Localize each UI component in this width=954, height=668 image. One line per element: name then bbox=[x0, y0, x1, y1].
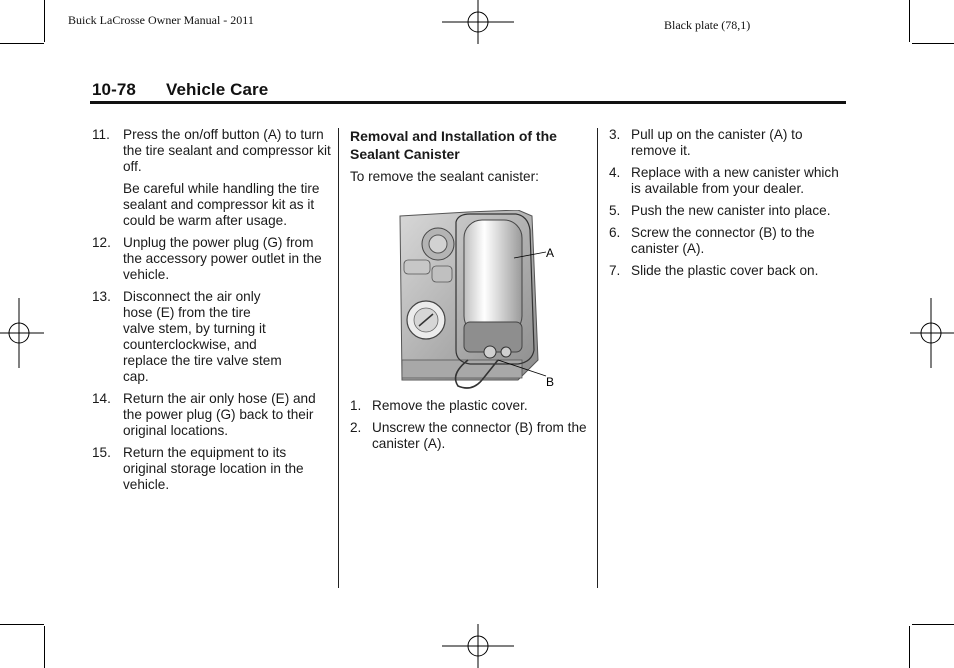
registration-mark-top bbox=[442, 0, 514, 44]
step-number: 1. bbox=[350, 398, 362, 413]
step-text: Push the new canister into place. bbox=[631, 203, 831, 218]
column-2-steps bbox=[350, 398, 590, 458]
step-number: 11. bbox=[92, 127, 110, 142]
step-number: 4. bbox=[609, 165, 621, 180]
step-number: 2. bbox=[350, 420, 362, 435]
step-number: 12. bbox=[92, 235, 111, 250]
list-item bbox=[609, 127, 841, 159]
section-title: Vehicle Care bbox=[165, 80, 269, 99]
step-number: 5. bbox=[609, 203, 621, 218]
list-item bbox=[92, 235, 332, 283]
list-item bbox=[609, 263, 841, 279]
registration-mark-right bbox=[910, 298, 954, 368]
step-text: Pull up on the canister (A) to remove it. bbox=[631, 127, 803, 158]
registration-mark-left bbox=[0, 298, 44, 368]
step-text: Disconnect the air only hose (E) from the tire valve stem, by turning it counterclockwise, and replace the tire valve stem cap. bbox=[123, 289, 282, 384]
list-item bbox=[92, 445, 333, 493]
section-heading: Removal and Installation of the Sealant Canister bbox=[350, 128, 557, 162]
step-number: 6. bbox=[609, 225, 621, 240]
list-item bbox=[92, 289, 283, 385]
step-text: Press the on/off button (A) to turn the tire sealant and compressor kit off. bbox=[123, 127, 331, 174]
step-text: Remove the plastic cover. bbox=[372, 398, 528, 413]
list-item bbox=[92, 391, 332, 439]
column-divider bbox=[597, 128, 598, 588]
step-text: Replace with a new canister which is available from your dealer. bbox=[631, 165, 839, 196]
step-number: 14. bbox=[92, 391, 111, 406]
registration-mark-bottom bbox=[442, 624, 514, 668]
crop-mark bbox=[0, 43, 44, 44]
header-rule bbox=[90, 101, 846, 104]
callout-a-label: A bbox=[546, 246, 555, 260]
crop-mark bbox=[912, 43, 954, 44]
page-number: 10-78 bbox=[92, 80, 136, 99]
crop-mark bbox=[909, 0, 910, 42]
list-item bbox=[92, 127, 332, 175]
list-item bbox=[609, 165, 841, 197]
step-text: Slide the plastic cover back on. bbox=[631, 263, 819, 278]
column-3 bbox=[609, 127, 841, 285]
step-text: Return the air only hose (E) and the power plug (G) back to their original locations. bbox=[123, 391, 316, 438]
column-divider bbox=[338, 128, 339, 588]
step-text: Unscrew the connector (B) from the canister (A). bbox=[372, 420, 587, 451]
callout-b-label: B bbox=[546, 375, 555, 389]
list-item bbox=[350, 398, 590, 414]
crop-mark bbox=[44, 0, 45, 42]
manual-title: Buick LaCrosse Owner Manual - 2011 bbox=[68, 13, 254, 27]
crop-mark bbox=[909, 626, 910, 668]
list-item bbox=[350, 420, 590, 452]
step-text: Unplug the power plug (G) from the accessory power outlet in the vehicle. bbox=[123, 235, 322, 282]
plate-label: Black plate (78,1) bbox=[664, 18, 751, 32]
list-item bbox=[609, 203, 841, 219]
list-item bbox=[609, 225, 841, 257]
crop-mark bbox=[44, 626, 45, 668]
column-1 bbox=[92, 127, 332, 499]
column-2 bbox=[350, 127, 590, 195]
sealant-canister-illustration bbox=[398, 210, 560, 392]
step-number: 13. bbox=[92, 289, 111, 304]
step-number: 7. bbox=[609, 263, 621, 278]
step-text: Screw the connector (B) to the canister (A). bbox=[631, 225, 815, 256]
step-number: 15. bbox=[92, 445, 111, 460]
intro-text: To remove the sealant canister: bbox=[350, 169, 539, 184]
note-text: Be careful while handling the tire sealant and compressor kit as it could be warm after usage. bbox=[123, 181, 320, 228]
step-text: Return the equipment to its original storage location in the vehicle. bbox=[123, 445, 304, 492]
page-heading bbox=[92, 80, 268, 100]
crop-mark bbox=[912, 624, 954, 625]
crop-mark bbox=[0, 624, 44, 625]
step-number: 3. bbox=[609, 127, 621, 142]
